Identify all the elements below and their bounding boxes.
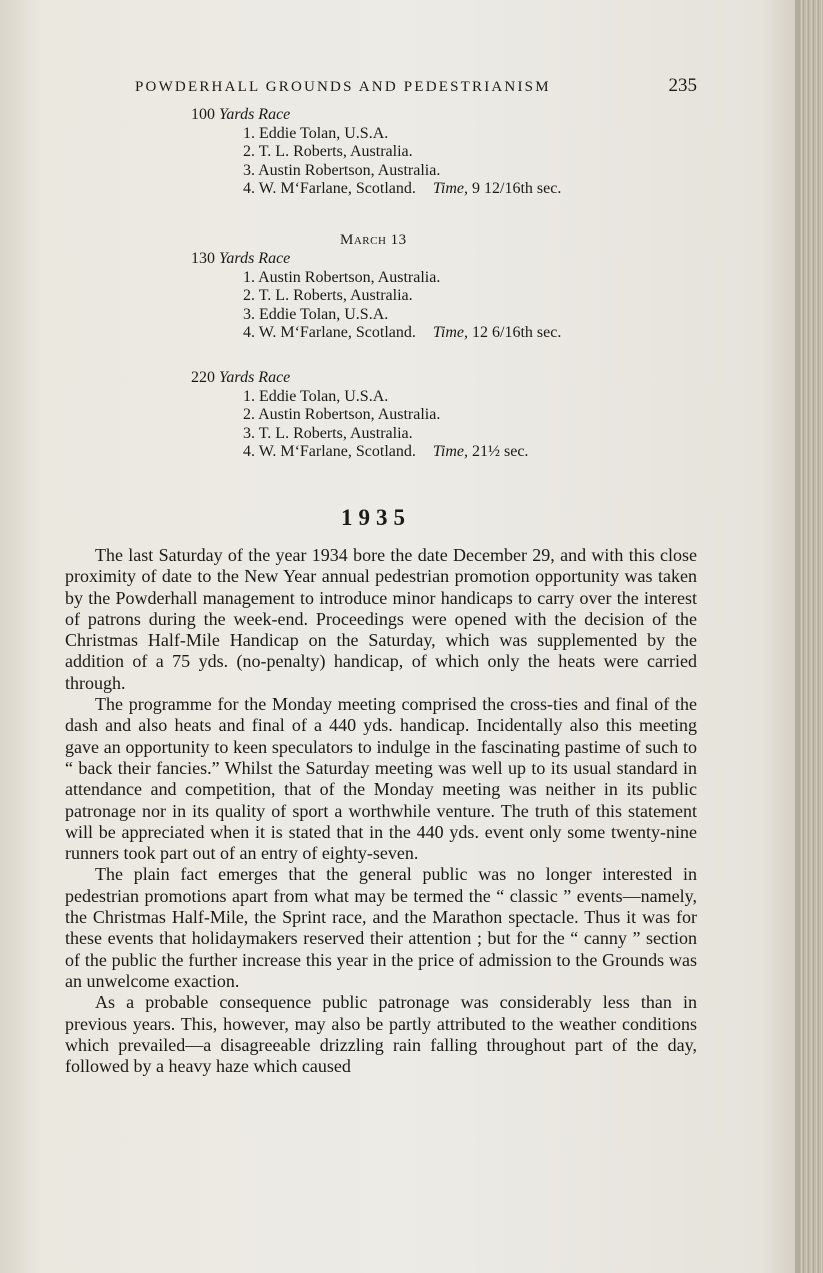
time-label: Time, (432, 324, 468, 341)
time-value: 12 6/16th sec. (472, 324, 562, 341)
time-value: 21½ sec. (472, 443, 529, 460)
running-title: POWDERHALL GROUNDS AND PEDESTRIANISM (135, 79, 551, 95)
runner-name: Eddie Tolan, U.S.A. (259, 387, 389, 405)
result-position: 2. (243, 406, 255, 423)
race-title (191, 369, 528, 388)
result-item (243, 125, 561, 144)
runner-name: Eddie Tolan, U.S.A. (259, 305, 389, 323)
runner-name: Austin Robertson, Australia. (258, 268, 441, 286)
race-time (433, 180, 561, 197)
result-position: 4. (243, 443, 255, 460)
race-result-block (191, 369, 528, 462)
runner-name: Austin Robertson, Australia. (258, 406, 441, 423)
race-label: Yards Race (219, 106, 291, 123)
race-distance: 220 (191, 369, 215, 386)
results-list (191, 125, 561, 199)
race-label: Yards Race (219, 250, 291, 267)
result-item (243, 269, 561, 288)
page-number: 235 (668, 75, 697, 96)
result-item (243, 180, 561, 199)
runner-name: T. L. Roberts, Australia. (258, 287, 413, 304)
result-item (243, 406, 528, 425)
runner-name: W. M‘Farlane, Scotland. (258, 443, 416, 460)
result-position: 2. (243, 287, 255, 304)
result-position: 1. (243, 387, 255, 405)
result-item (243, 388, 528, 407)
results-list (191, 269, 561, 343)
race-result-block (191, 250, 561, 343)
running-header (135, 77, 697, 99)
date-heading: March 13 (340, 232, 407, 248)
result-item (243, 287, 561, 306)
time-value: 9 12/16th sec. (472, 180, 562, 197)
result-item (243, 425, 528, 444)
result-position: 1. (243, 268, 255, 286)
race-result-block (191, 106, 561, 199)
result-position: 4. (243, 180, 255, 197)
runner-name: T. L. Roberts, Australia. (258, 143, 413, 160)
race-distance: 100 (191, 106, 215, 123)
runner-name: Austin Robertson, Australia. (258, 161, 441, 179)
runner-name: W. M‘Farlane, Scotland. (258, 180, 416, 197)
paragraph: The programme for the Monday meeting comprised the cross-ties and final of the dash and also heats and final of a 440 yds. handicap. Incidentally also this meeting gave an opportunity to keen speculators to indulge in the fascinating pastime of such to “ back their fancies.” Whilst the Saturday meeting was well up to its usual standard in attendance and competition, that of the Monday meeting was neither in its public patronage nor in its quality of sport a worthwhile venture. The truth of this statement will be appreciated when it is stated that in the 440 yds. event only some twenty-nine runners took part out of an entry of eighty-seven. (65, 694, 697, 864)
result-item (243, 306, 561, 325)
result-position: 4. (243, 324, 255, 341)
runner-name: Eddie Tolan, U.S.A. (259, 124, 389, 142)
result-position: 3. (243, 424, 255, 442)
runner-name: W. M‘Farlane, Scotland. (258, 324, 416, 341)
result-position: 3. (243, 305, 255, 323)
race-title (191, 250, 561, 269)
runner-name: T. L. Roberts, Australia. (258, 424, 413, 442)
year-heading: 1935 (341, 505, 411, 530)
page-edges (800, 0, 823, 1273)
race-time (433, 324, 561, 341)
paragraph: As a probable consequence public patronage was considerably less than in previous years. This, however, may also be partly attributed to the weather conditions which prevailed—a disagreeable drizzling rain falling throughout part of the day, followed by a heavy haze which caused (65, 992, 697, 1077)
race-label: Yards Race (219, 369, 291, 386)
result-position: 2. (243, 143, 255, 160)
time-label: Time, (432, 443, 468, 460)
result-item (243, 143, 561, 162)
body-text (65, 545, 697, 1077)
result-item (243, 443, 528, 462)
time-label: Time, (432, 180, 468, 197)
paragraph: The plain fact emerges that the general public was no longer interested in pedestrian promotions apart from what may be termed the “ classic ” events—namely, the Christmas Half-Mile, the Sprint race, and the Marathon spectacle. Thus it was for these events that holidaymakers reserved their attention ; but for the “ canny ” section of the public the further increase this year in the price of admission to the Grounds was an unwelcome exaction. (65, 864, 697, 991)
race-time (433, 443, 529, 460)
result-position: 3. (243, 161, 255, 179)
result-item (243, 162, 561, 181)
result-item (243, 324, 561, 343)
result-position: 1. (243, 124, 255, 142)
race-distance: 130 (191, 250, 215, 267)
race-title (191, 106, 561, 125)
paragraph: The last Saturday of the year 1934 bore the date December 29, and with this close proximity of date to the New Year annual pedestrian promotion opportunity was taken by the Powderhall management to introduce minor handicaps to carry over the interest of patrons during the week-end. Proceedings were opened with the decision of the Christmas Half-Mile Handicap on the Saturday, which was supplemented by the addition of a 75 yds. (no-penalty) handicap, of which only the heats were carried through. (65, 545, 697, 693)
results-list (191, 388, 528, 462)
